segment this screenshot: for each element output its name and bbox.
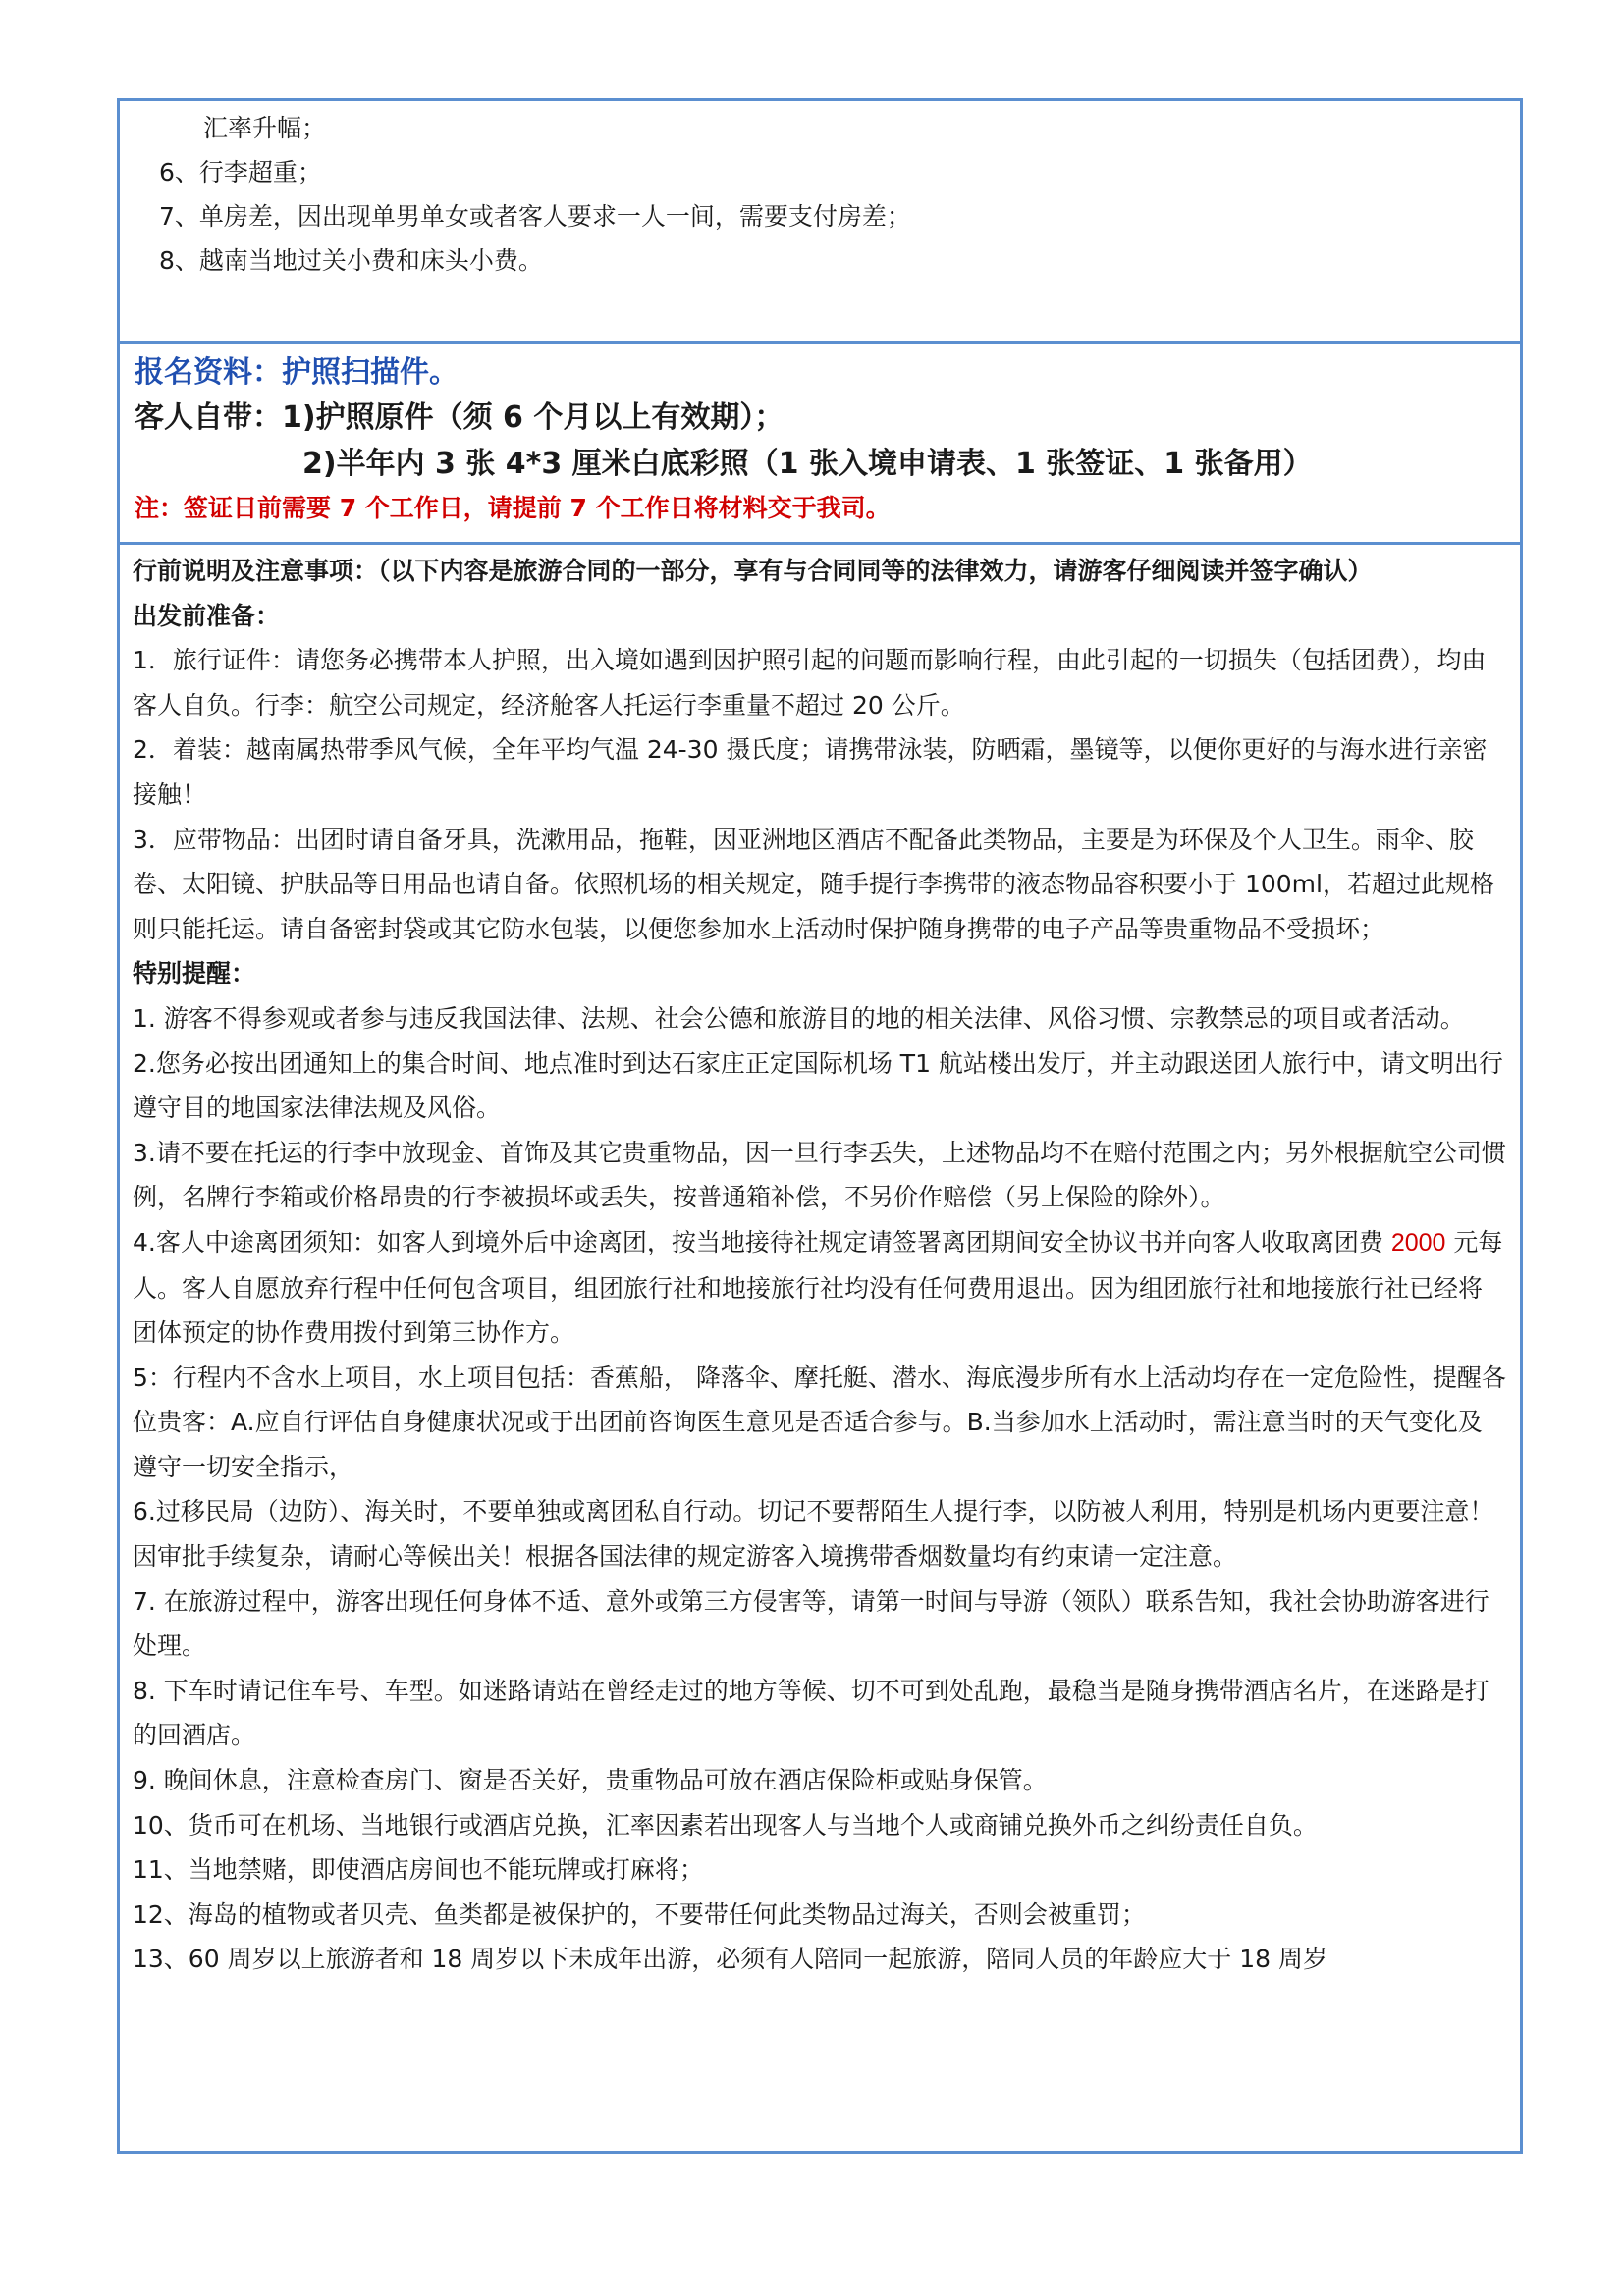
notice-heading: 行前说明及注意事项：（以下内容是旅游合同的一部分，享有与合同同等的法律效力，请游客仔细阅读并签字确认） [133,557,1373,585]
fee-line: 6、行李超重； [159,158,322,187]
special-title: 特别提醒： [133,959,256,988]
special-item-leave-group [133,1220,1506,1356]
special-item: 1. 游客不得参观或者参与违反我国法律、法规、社会公德和旅游目的地的相关法律、风俗习惯、宗教禁忌的项目或者活动。 [133,1003,1465,1033]
special-item: 12、海岛的植物或者贝壳、鱼类都是被保护的，不要带任何此类物品过海关，否则会被重罚； [133,1899,1146,1929]
leave-group-text-rest: 元每人。客人自愿放弃行程中任何包含项目，组团旅行社和地接旅行社均没有任何费用退出。因为组团旅行社和地接旅行社已经将团体预定的协作费用拨付到第三协作方。 [133,1227,1503,1348]
leave-group-text: 4.客人中途离团须知：如客人到境外后中途离团，按当地接待社规定请签署离团期间安全协议书并向客人收取离团费 [133,1227,1391,1256]
registration-section [117,341,1523,545]
special-item: 9. 晚间休息，注意检查房门、窗是否关好，贵重物品可放在酒店保险柜或贴身保管。 [133,1766,1048,1795]
leave-group-fee: 2000 [1390,1228,1446,1256]
prep-item: 1．旅行证件：请您务必携带本人护照，出入境如遇到因护照引起的问题而影响行程，由此引起的一切损失（包括团费），均由客人自负。行李：航空公司规定，经济舱客人托运行李重量不超过 20 公斤。 [133,646,1487,720]
prep-item: 3．应带物品：出团时请自备牙具，洗漱用品，拖鞋，因亚洲地区酒店不配备此类物品，主要是为环保及个人卫生。雨伞、胶卷、太阳镜、护肤品等日用品也请自备。依照机场的相关规定，随手提行李携带的液态物品容积要小于 100ml，若超过此规格则只能托运。请自备密封袋或其它防水包装，以便您参加水上活动时保护随身携带的电子产品等贵重物品不受损坏； [133,825,1494,943]
fees-section [117,98,1523,344]
special-item: 6.过移民局（边防）、海关时，不要单独或离团私自行动。切记不要帮陌生人提行李，以防被人利用，特别是机场内更要注意！因审批手续复杂，请耐心等候出关！根据各国法律的规定游客入境携带香烟数量均有约束请一定注意。 [133,1497,1494,1572]
fee-line: 7、单房差，因出现单男单女或者客人要求一人一间，需要支付房差； [159,202,911,231]
special-item: 3.请不要在托运的行李中放现金、首饰及其它贵重物品，因一旦行李丢失，上述物品均不在赔付范围之内；另外根据航空公司惯例，名牌行李箱或价格昂贵的行李被损坏或丢失，按普通箱补偿，不另价作赔偿（另上保险的除外）。 [133,1138,1506,1212]
special-item: 7. 在旅游过程中，游客出现任何身体不适、意外或第三方侵害等，请第一时间与导游（领队）联系告知，我社会协助游客进行处理。 [133,1586,1489,1661]
prep-item: 2．着装：越南属热带季风气候，全年平均气温 24-30 摄氏度；请携带泳装，防晒霜，墨镜等，以便你更好的与海水进行亲密接触！ [133,735,1488,809]
prep-title: 出发前准备： [133,601,281,630]
special-item: 13、60 周岁以上旅游者和 18 周岁以下未成年出游，必须有人陪同一起旅游，陪同人员的年龄应大于 18 周岁 [133,1945,1327,1974]
self-bring-passport: 客人自带：1)护照原件（须 6 个月以上有效期）； [135,400,785,435]
special-item: 8. 下车时请记住车号、车型。如迷路请站在曾经走过的地方等候、切不可到处乱跑，最稳当是随身携带酒店名片，在迷路是打的回酒店。 [133,1676,1489,1750]
special-item: 2.您务必按出团通知上的集合时间、地点准时到达石家庄正定国际机场 T1 航站楼出发厅，并主动跟送团人旅行中，请文明出行遵守目的地国家法律法规及风俗。 [133,1048,1503,1123]
self-bring-photos: 2)半年内 3 张 4*3 厘米白底彩照（1 张入境申请表、1 张签证、1 张备用） [302,447,1313,481]
special-item: 5：行程内不含水上项目，水上项目包括：香蕉船， 降落伞、摩托艇、潜水、海底漫步所有水上活动均存在一定危险性，提醒各位贵客：A.应自行评估自身健康状况或于出团前咨询医生意见是否适合参与。B.当参加水上活动时，需注意当时的天气变化及遵守一切安全指示， [133,1362,1506,1481]
registration-title: 报名资料：护照扫描件。 [135,355,459,390]
notice-section [117,542,1523,2154]
special-item: 11、当地禁赌，即使酒店房间也不能玩牌或打麻将； [133,1855,704,1885]
special-item: 10、货币可在机场、当地银行或酒店兑换，汇率因素若出现客人与当地个人或商铺兑换外币之纠纷责任自负。 [133,1810,1318,1840]
fee-line: 汇率升幅； [203,114,327,142]
fee-line: 8、越南当地过关小费和床头小费。 [159,246,543,275]
visa-note: 注：签证日前需要 7 个工作日，请提前 7 个工作日将材料交于我司。 [135,494,891,522]
